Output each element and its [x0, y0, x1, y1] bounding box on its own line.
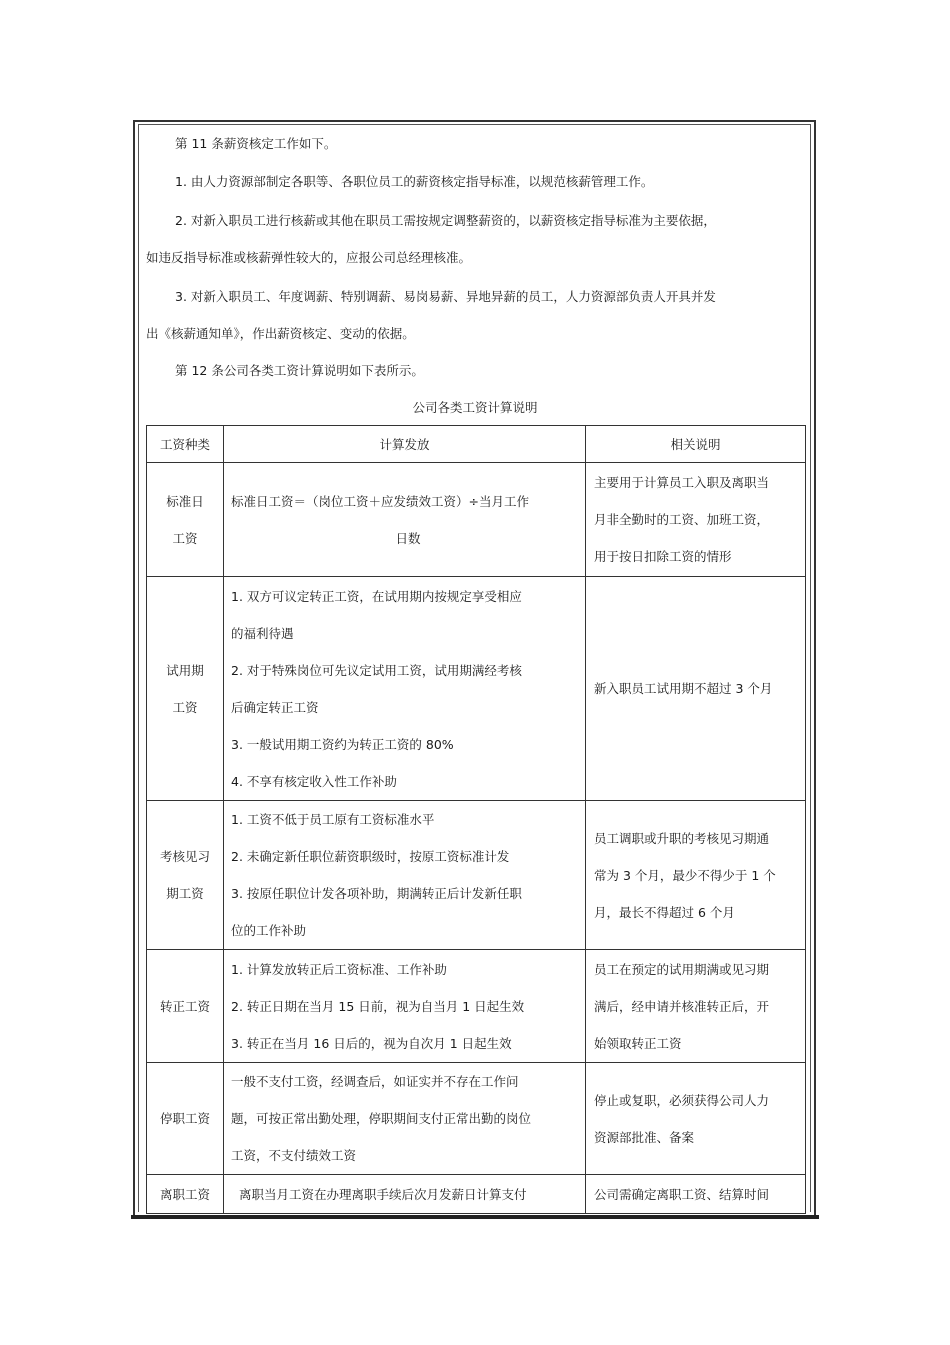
table-row	[147, 950, 806, 1063]
wage-type-line: 试用期	[166, 662, 204, 678]
wage-type-cell	[147, 577, 224, 801]
calculation-line: 题，可按正常出勤处理，停职期间支付正常出勤的岗位	[231, 1111, 532, 1126]
calculation-line: 工资，不支付绩效工资	[231, 1148, 357, 1163]
calculation-cell	[224, 950, 586, 1063]
wage-type-cell	[147, 950, 224, 1063]
notes-cell	[586, 801, 806, 950]
table-row	[147, 801, 806, 950]
calculation-line: 离职当月工资在办理离职手续后次月发薪日计算支付	[231, 1186, 527, 1202]
calculation-line: 1. 计算发放转正后工资标准、工作补助	[231, 961, 447, 977]
notes-cell	[586, 1175, 806, 1214]
table-header-row	[147, 426, 806, 463]
header-calculation: 计算发放	[224, 426, 586, 463]
calculation-line: 位的工作补助	[231, 923, 307, 938]
table-row	[147, 1175, 806, 1214]
calculation-line: 3. 一般试用期工资约为转正工资的 80%	[231, 736, 454, 752]
wage-type-line: 期工资	[166, 886, 204, 901]
calculation-line: 的福利待遇	[231, 625, 294, 641]
table-row	[147, 1063, 806, 1175]
notes-line: 员工在预定的试用期满或见习期	[594, 961, 770, 977]
table-row	[147, 463, 806, 577]
notes-line: 月，最长不得超过 6 个月	[594, 904, 735, 920]
article-12-heading: 第 12 条公司各类工资计算说明如下表所示。	[175, 363, 424, 378]
notes-line: 资源部批准、备案	[594, 1129, 695, 1145]
wage-type-cell	[147, 801, 224, 950]
calculation-cell	[224, 463, 586, 577]
wage-type-line: 转正工资	[159, 998, 210, 1014]
calculation-line: 后确定转正工资	[231, 699, 319, 715]
table-caption: 公司各类工资计算说明	[412, 400, 538, 415]
calculation-line: 1. 工资不低于员工原有工资标准水平	[231, 812, 435, 827]
article-11-item-3: 3. 对新入职员工、年度调薪、特别调薪、易岗易薪、异地异薪的员工，人力资源部负责人开具并发	[175, 289, 716, 304]
wage-type-cell	[147, 1063, 224, 1175]
article-11-item-1: 1. 由人力资源部制定各职等、各职位员工的薪资核定指导标准，以规范核薪管理工作。	[175, 174, 654, 189]
wage-type-line: 标准日	[166, 493, 204, 509]
calculation-line: 3. 按原任职位计发各项补助，期满转正后计发新任职	[231, 886, 522, 901]
notes-cell	[586, 577, 806, 801]
calculation-cell	[224, 577, 586, 801]
wage-type-line: 工资	[172, 699, 198, 715]
wage-type-cell	[147, 463, 224, 577]
calculation-line: 3. 转正在当月 16 日后的，视为自次月 1 日起生效	[231, 1035, 512, 1051]
notes-line: 公司需确定离职工资、结算时间	[594, 1186, 770, 1202]
page-frame-bottom-rule	[131, 1215, 819, 1219]
notes-line: 停止或复职，必须获得公司人力	[594, 1092, 770, 1108]
notes-line: 月非全勤时的工资、加班工资，	[594, 512, 770, 527]
wage-type-line: 离职工资	[159, 1186, 210, 1202]
notes-line: 员工调职或升职的考核见习期通	[594, 830, 770, 846]
calculation-line: 4. 不享有核定收入性工作补助	[231, 773, 397, 789]
article-11-item-2: 2. 对新入职员工进行核薪或其他在职员工需按规定调整薪资的，以薪资核定指导标准为主要依据，	[175, 213, 716, 228]
notes-line: 满后，经申请并核准转正后，开	[594, 998, 770, 1014]
calculation-cell	[224, 1175, 586, 1214]
calculation-line: 2. 对于特殊岗位可先议定试用工资，试用期满经考核	[231, 662, 522, 678]
notes-line: 用于按日扣除工资的情形	[594, 549, 732, 564]
notes-line: 新入职员工试用期不超过 3 个月	[594, 681, 773, 696]
notes-line: 始领取转正工资	[594, 1035, 682, 1051]
calculation-line: 一般不支付工资，经调查后，如证实并不存在工作问	[231, 1074, 519, 1089]
notes-cell	[586, 463, 806, 577]
header-notes: 相关说明	[586, 426, 806, 463]
wage-type-cell	[147, 1175, 224, 1214]
calculation-line: 标准日工资＝（岗位工资＋应发绩效工资）÷当月工作	[231, 493, 529, 509]
header-wage-type: 工资种类	[147, 426, 224, 463]
article-11-item-3-cont: 出《核薪通知单》，作出薪资核定、变动的依据。	[146, 326, 415, 341]
calculation-line: 日数	[395, 530, 421, 546]
notes-line: 主要用于计算员工入职及离职当	[594, 475, 770, 490]
wage-type-line: 考核见习	[159, 849, 210, 864]
article-11-item-2-cont: 如违反指导标准或核薪弹性较大的，应报公司总经理核准。	[146, 250, 472, 265]
calculation-cell	[224, 1063, 586, 1175]
notes-line: 常为 3 个月，最少不得少于 1 个	[594, 867, 776, 883]
wage-type-line: 停职工资	[159, 1111, 210, 1126]
article-11-heading: 第 11 条薪资核定工作如下。	[175, 136, 337, 151]
calculation-cell	[224, 801, 586, 950]
calculation-line: 2. 转正日期在当月 15 日前，视为自当月 1 日起生效	[231, 998, 525, 1014]
table-row	[147, 577, 806, 801]
notes-cell	[586, 950, 806, 1063]
wage-type-line: 工资	[172, 530, 198, 546]
calculation-line: 1. 双方可议定转正工资，在试用期内按规定享受相应	[231, 588, 522, 604]
calculation-line: 2. 未确定新任职位薪资职级时，按原工资标准计发	[231, 849, 510, 864]
notes-cell	[586, 1063, 806, 1175]
wage-calculation-table	[146, 425, 806, 1214]
